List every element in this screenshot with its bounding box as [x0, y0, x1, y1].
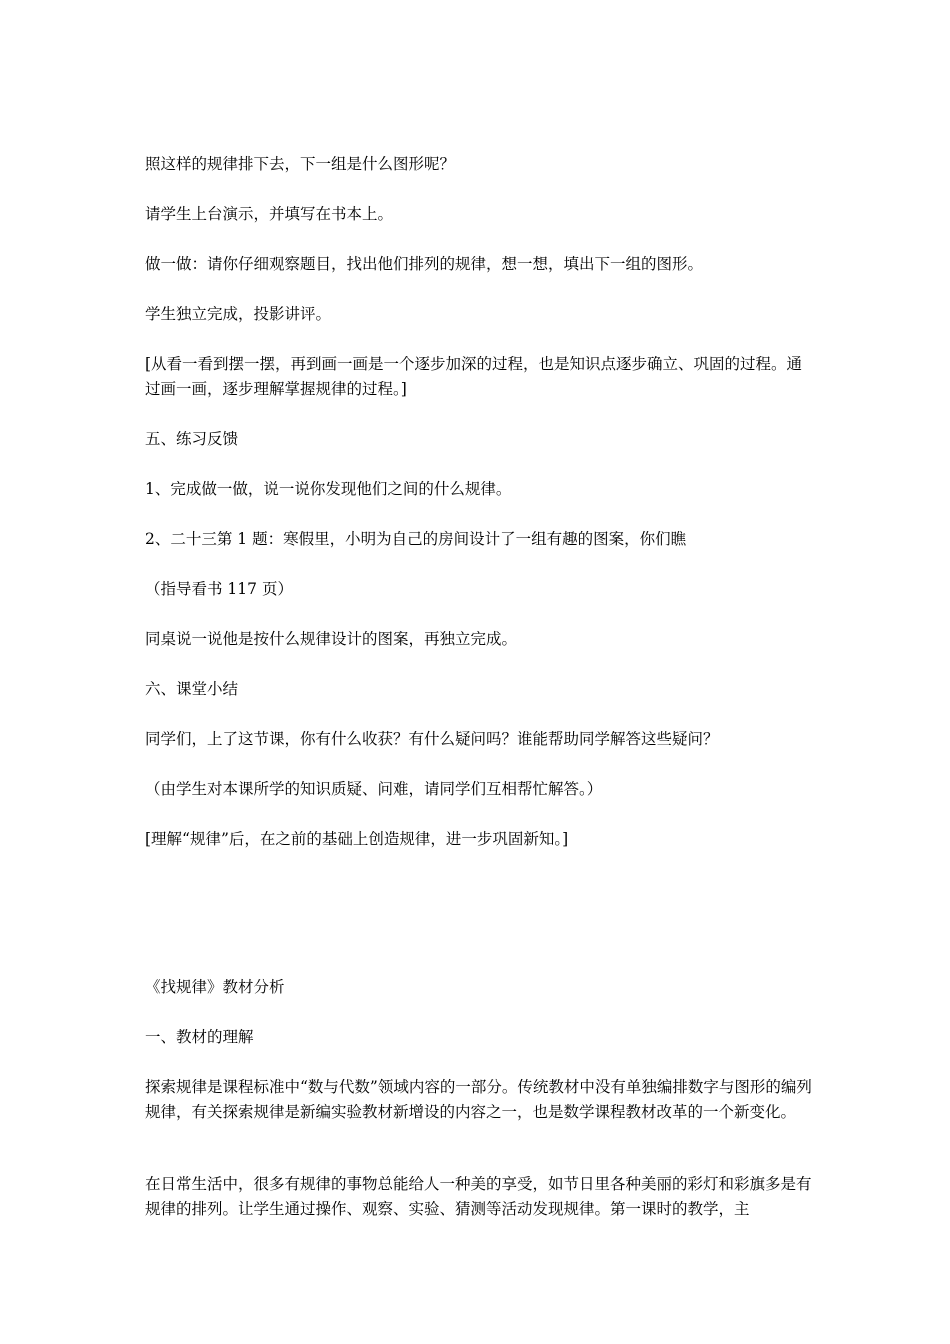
paragraph-exercise-1: 1、完成做一做，说一说你发现他们之间的什么规律。	[145, 480, 512, 498]
paragraph-consolidate-note: [理解“规律”后，在之前的基础上创造规律，进一步巩固新知。]	[145, 830, 569, 848]
heading-lesson-summary: 六、课堂小结	[145, 680, 239, 698]
heading-material-understanding: 一、教材的理解	[145, 1028, 254, 1046]
paragraph-student-demo: 请学生上台演示，并填写在书本上。	[145, 205, 394, 223]
paragraph-independent-work: 学生独立完成，投影讲评。	[145, 305, 332, 323]
paragraph-summary-questions: 同学们，上了这节课，你有什么收获？有什么疑问吗？谁能帮助同学解答这些疑问？	[145, 730, 719, 748]
paragraph-pair-discussion: 同桌说一说他是按什么规律设计的图案，再独立完成。	[145, 630, 518, 648]
heading-material-analysis: 《找规律》教材分析	[145, 978, 285, 996]
paragraph-book-guide: （指导看书 117 页）	[145, 580, 293, 598]
paragraph-process-note: [从看一看到摆一摆，再到画一画是一个逐步加深的过程，也是知识点逐步确立、巩固的过程。通过画一画，逐步理解掌握规律的过程。]	[145, 355, 803, 398]
paragraph-try-it: 做一做：请你仔细观察题目，找出他们排列的规律，想一想，填出下一组的图形。	[145, 255, 704, 273]
paragraph-next-shape-question: 照这样的规律排下去，下一组是什么图形呢？	[145, 155, 456, 173]
paragraph-exercise-2: 2、二十三第 1 题：寒假里，小明为自己的房间设计了一组有趣的图案，你们瞧	[145, 530, 687, 548]
paragraph-qa-note: （由学生对本课所学的知识质疑、问难，请同学们互相帮忙解答。）	[145, 780, 603, 798]
paragraph-curriculum-standard: 探索规律是课程标准中“数与代数”领域内容的一部分。传统教材中没有单独编排数字与图形的编列规律，有关探索规律是新编实验教材新增设的内容之一，也是数学课程教材改革的一个新变化。	[145, 1078, 812, 1121]
heading-practice-feedback: 五、练习反馈	[145, 430, 239, 448]
paragraph-daily-life: 在日常生活中，很多有规律的事物总能给人一种美的享受，如节日里各种美丽的彩灯和彩旗多是有规律的排列。让学生通过操作、观察、实验、猜测等活动发现规律。第一课时的教学，主	[145, 1175, 812, 1218]
